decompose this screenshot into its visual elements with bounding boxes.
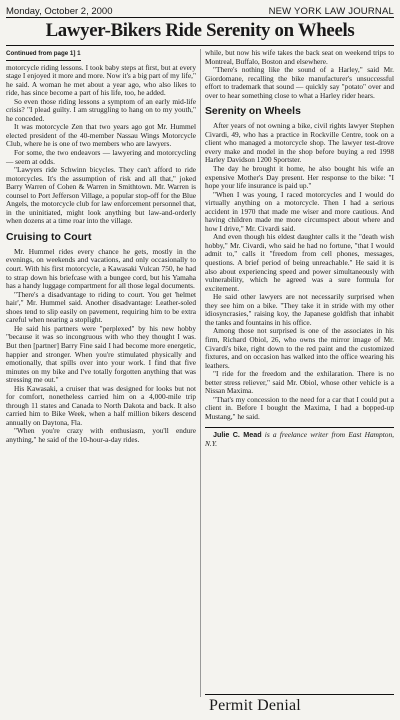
left-column [6,49,196,717]
paragraph: while, but now his wife takes the back seat on weekend trips to Montreal, Buffalo, Boston and elsewhere. [205,48,394,66]
paragraph: He said his partners were "perplexed" by his new hobby "because it was so incongruous with who they thought I was. But then [partner] Barry Fine said I had become more energetic, happier and stronger. When you're stimulated physically and emotionally, that spills over into your work. I find that five minutes on my bike and I've totally forgotten anything that was stressing me out." [6,323,196,385]
paragraph: After years of not owning a bike, civil rights lawyer Stephen Civardi, 49, who has a practice in Rockville Centre, took on a client who managed a motorcycle shop. The lawyer test-drove every make and model in the shop before buying a red 1998 Harley Davidson 1200 Sportster. [205,121,394,165]
paragraph: Among those not surprised is one of the associates in his firm, Richard Obiol, 26, who owns the mirror image of Mr. Civardi's bike, right down to the red paint and the customized fixtures, and on occasion has walked into the office wearing his leathers. [205,326,394,370]
publication-name: NEW YORK LAW JOURNAL [268,5,394,17]
paragraph: "That's my concession to the need for a car that I could put a client in. Before I bought the Maxima, I had a bopped-up Mustang," he said. [205,394,394,421]
author-description: is a freelance writer from East Hampton, N.Y. [205,430,394,449]
column-divider [200,49,201,697]
paragraph: So even those riding lessons a symptom of an early mid-life crisis? "I plead guilty. I am struggling to hang on to my youth," he conceded. [6,96,196,123]
paragraph: It was motorcycle Zen that two years ago got Mr. Hummel elected president of the 40-member Nassau Wings Motorcycle Club, where he is one of two members who are lawyers. [6,122,196,149]
article-headline: Lawyer-Bikers Ride Serenity on Wheels [45,20,355,41]
paragraph: And even though his eldest daughter calls it the "death wish hobby," Mr. Civardi, who said he had no fortune, "that I would admit to," calls it "freedom from cell phones, messages, questions. A brief period of being unreachable." He said it is also about experiencing speed and power simultaneously with vulnerability, which he agreed was a sure formula for excitement. [205,232,394,293]
byline-block [205,427,394,448]
paragraph: "I ride for the freedom and the exhilaration. There is no better stress reliever," said Mr. Obiol, whose other vehicle is a Nissan Maxima. [205,369,394,396]
paragraph: "There's nothing like the sound of a Harley," said Mr. Giordomane, recalling the bike manufacturer's unsuccessful effort to trademark that sound — quickly say "potato" over and over to hear something close to what a Harley rider hears. [205,65,394,100]
author-byline [205,431,394,448]
subhead-serenity: Serenity on Wheels [205,106,301,118]
paragraph: The day he brought it home, he also bought his wife an expensive Mother's Day present. Her response to the bike: "I hope your life insurance is paid up." [205,164,394,191]
subhead-cruising: Cruising to Court [6,231,92,243]
paragraph: "When you're crazy with enthusiasm, you'll endure anything," he said of the 10-hour-a-day rides. [6,426,196,444]
page-header [6,3,394,18]
paragraph: He said other lawyers are not necessarily surprised when they see him on a bike. "They take it in stride with my other idiosyncrasies," raising koy, the Japanese goldfish that inhabit the tanks and fountains in his office. [205,292,394,327]
issue-date: Monday, October 2, 2000 [6,5,113,17]
paragraph: For some, the two endeavors — lawyering and motorcycling — seem at odds. [6,148,196,166]
paragraph: "Lawyers ride Schwinn bicycles. They can't afford to ride motorcycles. It's the assumption of risk and all that," joked Barry Warren of Cohen & Warren in Smithtown. Mr. Warren is counsel to Port Jefferson Village, a popular stop-off for the Blue Angels, the motorcycle club for law enforcement personnel that, in the uninitiated, might look anything but law-and-orderly when dozens at a time roar into the village. [6,165,196,226]
paragraph: "There's a disadvantage to riding to court. You get 'helmet hair'," Mr. Hummel said. Another disadvantage: Leather-soled shoes tend to slip easily on pavement, requiring him to be extra careful when nearing a stoplight. [6,289,196,325]
paragraph: His Kawasaki, a cruiser that was designed for looks but not for comfort, nonetheless carried him on a 4,000-mile trip through 11 states and Canada to North Dakota and back. It also carried him to Bike Week, when a half million bikers descend annually on Daytona, Fla. [6,383,196,427]
author-name: Julie C. Mead [213,430,262,440]
right-column [205,49,394,717]
paragraph: motorcycle riding lessons. I took baby steps at first, but at every stage I enjoyed it more and more. Now it's a big part of my life," he said. A woman he met about a year ago, who also likes to ride, has since become a part of his life, too, he added. [6,62,196,98]
headline-rule [6,45,394,46]
next-story-headline: Permit Denial [209,697,301,714]
next-story-rule [205,694,394,695]
paragraph: Mr. Hummel rides every chance he gets, mostly in the evenings, on weekends and vacations, and only occasionally to court. With his first motorcycle, a Kawasaki Vulcan 750, he had to strap down his briefcase with a bungee cord, but his Yamaha has a handy luggage compartment for all those legal documents. [6,246,196,291]
continued-label: Continued from page 1] 1 [6,50,81,61]
paragraph: "When I was young, I raced motorcycles and I would do virtually anything on a motorcycle. Then I had a serious accident in 1970 that made me wiser and more cautious. And having children made me more circumspect about where and how I drive," Mr. Civardi said. [205,189,394,233]
